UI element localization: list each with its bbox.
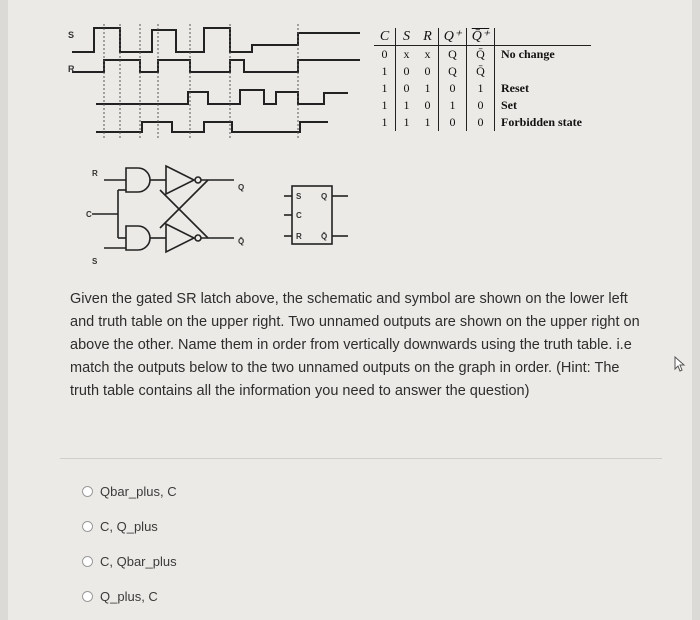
radio-button[interactable] <box>82 591 93 602</box>
table-cell: 0 <box>424 64 431 78</box>
radio-button[interactable] <box>82 556 93 567</box>
table-cell: 1 <box>381 115 388 129</box>
table-cell: 0 <box>467 97 495 114</box>
gate-label-c: C <box>86 210 92 219</box>
table-cell: 1 <box>424 81 431 95</box>
radio-button[interactable] <box>82 521 93 532</box>
divider <box>60 458 662 459</box>
header-c: C <box>374 28 396 46</box>
table-cell: 1 <box>396 97 418 114</box>
gate-label-q: Q <box>238 183 245 192</box>
table-cell: x <box>424 47 431 61</box>
option-c-q-plus[interactable] <box>82 509 177 544</box>
table-cell: 0 <box>439 114 467 131</box>
header-qbar-plus: Q̄⁺ <box>467 28 495 46</box>
wave-label-s: S <box>68 30 75 40</box>
symbol-pin-qbar: Q̄ <box>321 232 328 241</box>
row-note: No change <box>495 46 592 64</box>
option-label: C, Qbar_plus <box>100 554 177 569</box>
truth-table-header <box>374 28 591 46</box>
table-cell: x <box>396 46 418 64</box>
symbol-pin-c: C <box>296 211 302 220</box>
symbol-pin-r: R <box>296 232 302 241</box>
table-cell: Q <box>439 63 467 80</box>
table-cell: 0 <box>439 80 467 97</box>
table-row <box>374 80 591 97</box>
option-c-qbar-plus[interactable] <box>82 544 177 579</box>
latch-schematic <box>92 166 348 252</box>
option-label: Q_plus, C <box>100 589 158 604</box>
table-cell: 1 <box>467 80 495 97</box>
latch-figure <box>8 0 368 280</box>
table-cell: 1 <box>381 64 388 78</box>
answer-options <box>82 474 177 614</box>
table-cell: 0 <box>467 114 495 131</box>
truth-table <box>374 28 591 131</box>
row-note <box>495 63 592 80</box>
table-cell: 0 <box>396 80 418 97</box>
question-text: Given the gated SR latch above, the schematic and symbol are shown on the lower left and truth table on the upper right. Two unnamed outputs are shown on the upper right on above the other. Name them in order from vertically downwards using the truth table. i.e match the outputs below to the two unnamed outputs on the graph in order. (Hint: The truth table contains all the information you need to answer the question) <box>70 291 640 399</box>
table-cell: 1 <box>424 115 431 129</box>
table-row <box>374 63 591 80</box>
row-note: Set <box>495 97 592 114</box>
table-cell: Q̄ <box>467 63 495 80</box>
symbol-pin-q: Q <box>321 192 328 201</box>
gate-label-r: R <box>92 169 98 178</box>
header-q-plus: Q⁺ <box>439 28 467 46</box>
table-cell: 0 <box>424 98 431 112</box>
row-note: Reset <box>495 80 592 97</box>
table-cell: 1 <box>381 98 388 112</box>
radio-button[interactable] <box>82 486 93 497</box>
table-cell: 1 <box>381 81 388 95</box>
waveform-r <box>72 60 360 72</box>
cursor-icon <box>674 356 686 372</box>
table-row <box>374 46 591 64</box>
table-cell: 0 <box>381 47 388 61</box>
waveform-s <box>72 28 360 52</box>
symbol-pin-s: S <box>296 192 302 201</box>
waveform-4 <box>96 122 328 132</box>
table-cell: 1 <box>396 114 418 131</box>
table-cell: Q̄ <box>467 46 495 64</box>
option-label: Qbar_plus, C <box>100 484 177 499</box>
table-cell: 1 <box>439 97 467 114</box>
gate-label-qbar: Q̄ <box>238 237 245 246</box>
header-s: S <box>396 28 418 46</box>
gate-label-s: S <box>92 257 98 266</box>
waveform-3 <box>96 90 348 104</box>
option-qbar-plus-c[interactable] <box>82 474 177 509</box>
table-cell: Q <box>439 46 467 64</box>
table-cell: 0 <box>396 63 418 80</box>
option-label: C, Q_plus <box>100 519 158 534</box>
option-q-plus-c[interactable] <box>82 579 177 614</box>
table-row <box>374 114 591 131</box>
question-card <box>8 0 692 620</box>
table-row <box>374 97 591 114</box>
row-note: Forbidden state <box>495 114 592 131</box>
wave-label-r: R <box>68 64 75 74</box>
header-r: R <box>417 28 439 46</box>
